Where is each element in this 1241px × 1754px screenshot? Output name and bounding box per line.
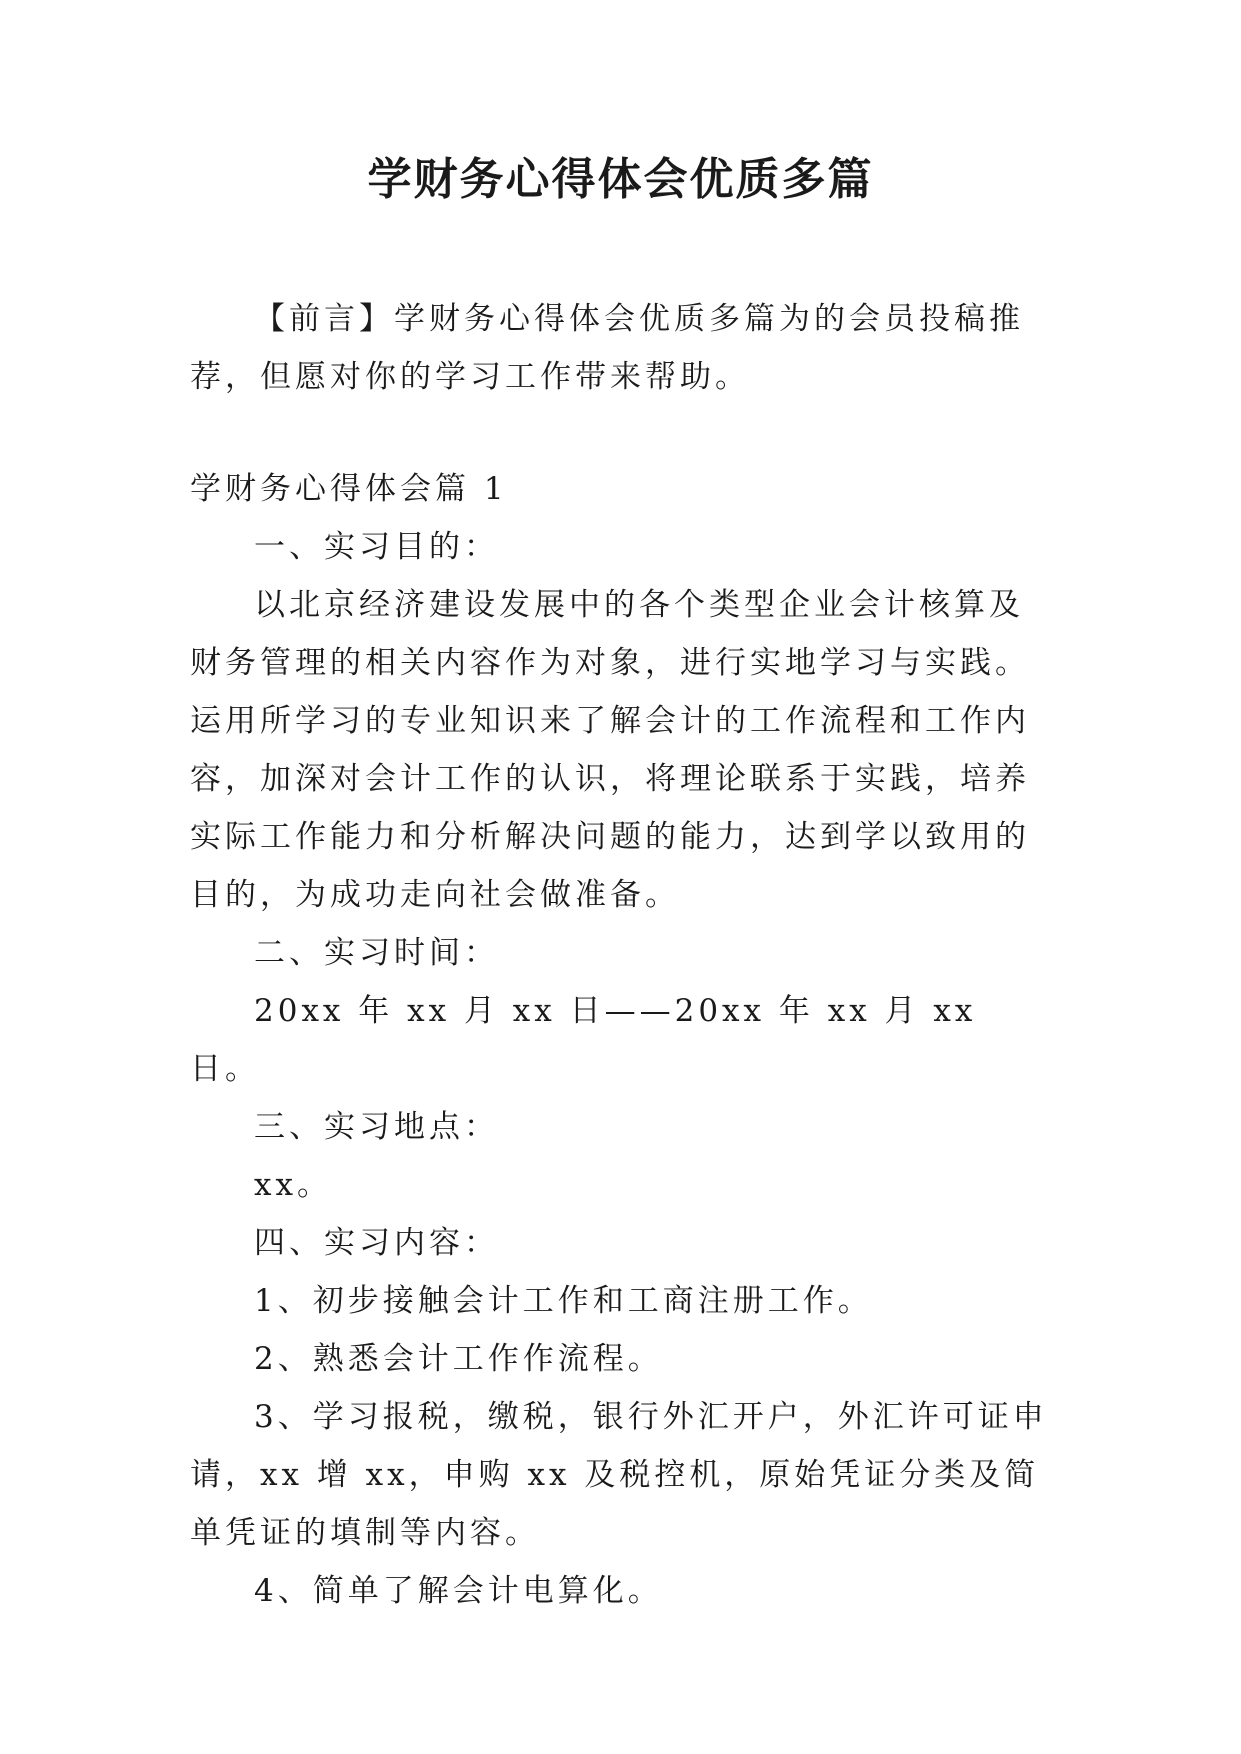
heading-location: 三、实习地点： <box>254 1109 499 1145</box>
paragraph-time: 20xx 年 xx 月 xx 日——20xx 年 xx 月 xx 日。 <box>190 993 977 1087</box>
spacer <box>190 406 1050 460</box>
list-item: 3、学习报税，缴税，银行外汇开户，外汇许可证申请，xx 增 xx，申购 xx 及税控机，原始凭证分类及简单凭证的填制等内容。 <box>190 1399 1048 1551</box>
paragraph-purpose: 以北京经济建设发展中的各个类型企业会计核算及财务管理的相关内容作为对象，进行实地学习与实践。运用所学习的专业知识来了解会计的工作流程和工作内容，加深对会计工作的认识，将理论联系于实践，培养实际工作能力和分析解决问题的能力，达到学以致用的目的，为成功走向社会做准备。 <box>190 587 1030 913</box>
preface-paragraph: 【前言】学财务心得体会优质多篇为的会员投稿推荐，但愿对你的学习工作带来帮助。 <box>190 301 1024 395</box>
list-item: 2、熟悉会计工作作流程。 <box>254 1341 663 1377</box>
paragraph-location: xx。 <box>254 1167 332 1203</box>
section-title: 学财务心得体会篇 1 <box>190 471 508 507</box>
list-item: 4、简单了解会计电算化。 <box>254 1573 663 1609</box>
heading-purpose: 一、实习目的： <box>254 529 499 565</box>
heading-time: 二、实习时间： <box>254 935 499 971</box>
list-item: 1、初步接触会计工作和工商注册工作。 <box>254 1283 873 1319</box>
heading-content: 四、实习内容： <box>254 1225 499 1261</box>
document-body <box>190 290 1050 1620</box>
document-title: 学财务心得体会优质多篇 <box>367 154 874 205</box>
